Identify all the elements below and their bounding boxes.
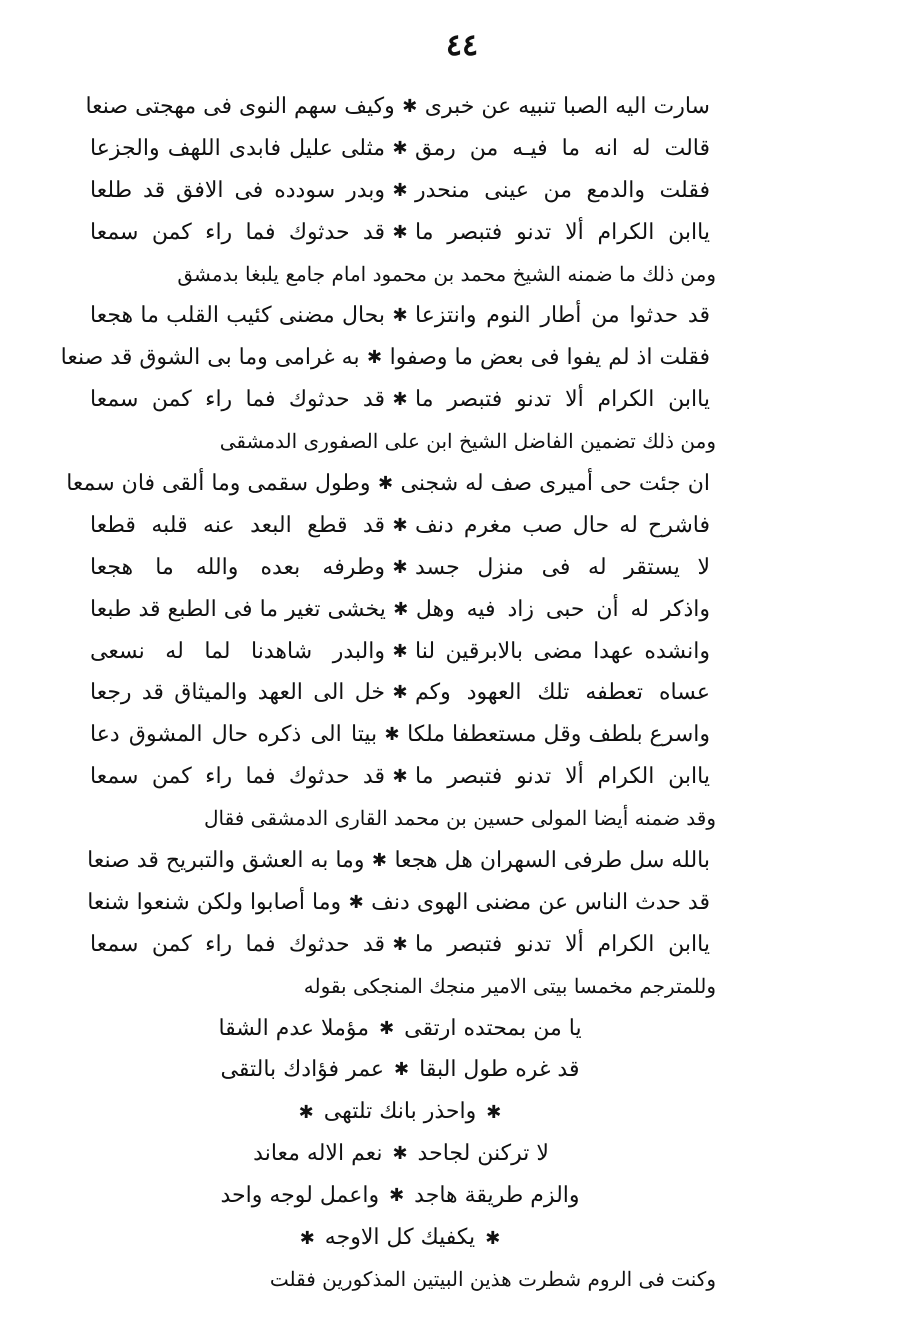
single-hemistich-line (90, 1217, 710, 1259)
second-hemistich: مثلى عليل فابدى اللهف والجزعا (90, 135, 385, 161)
mukhammas-line (90, 1049, 710, 1091)
verse-separator-star: ✱ (393, 598, 409, 620)
verse-separator-star: ✱ (379, 1017, 395, 1039)
hemistich-text: واحذر بانك تلتهى (323, 1099, 477, 1125)
second-hemistich: وما به العشق والتبريح قد صنعا (87, 848, 365, 874)
second-hemistich: وما أصابوا ولكن شنعوا شنعا (87, 889, 342, 915)
first-hemistich: عساه تعطفه تلك العهود وكم (415, 680, 710, 706)
second-hemistich: وطرفه بعده والله ما هجعا (90, 554, 385, 580)
first-hemistich: وانشده عهدا مضى بالابرقين لنا (415, 638, 710, 664)
second-hemistich: قد قطع البعد عنه قلبه قطعا (90, 512, 385, 538)
first-hemistich: واسرع بلطف وقل مستعطفا ملكا (407, 722, 710, 748)
second-hemistich: وكيف سهم النوى فى مهجتى صنعا (85, 94, 395, 119)
mukhammas-line (90, 1175, 710, 1217)
first-hemistich: ياابن الكرام ألا تدنو فتبصر ما (415, 387, 710, 413)
verse-line (90, 128, 710, 170)
second-hemistich: بيتا الى ذكره حال المشوق دعا (90, 722, 378, 748)
second-hemistich: واعمل لوجه واحد (220, 1183, 380, 1209)
verse-separator-star: ✱ (392, 305, 408, 327)
verse-line (90, 631, 710, 673)
verse-separator-star: ✱ (392, 933, 408, 955)
first-hemistich: فقلت والدمع من عينى منحدر (415, 177, 710, 203)
verse-separator-star: ✱ (377, 473, 394, 495)
first-hemistich: قد حدثوا من أطار النوم وانتزعا (415, 303, 710, 329)
verse-separator-star: ✱ (367, 347, 383, 369)
verse-line (87, 840, 710, 882)
first-hemistich: واذكر له أن حبى زاد فيه وهل (415, 596, 710, 622)
verse-line (85, 86, 710, 128)
first-hemistich: ياابن الكرام ألا تدنو فتبصر ما (415, 764, 710, 790)
verse-separator-star: ✱ (394, 1059, 410, 1081)
verse-separator-star: ✱ (384, 724, 400, 746)
verse-line (90, 756, 710, 798)
verse-line (90, 547, 710, 589)
first-hemistich: قالت له انه ما فيـه من رمق (415, 135, 710, 161)
second-hemistich: بحال مضنى كئيب القلب ما هجعا (90, 303, 385, 329)
first-hemistich: ان جئت حى أميرى صف له شجنى (400, 471, 710, 497)
second-hemistich: عمر فؤادك بالتقى (220, 1057, 385, 1083)
verse-line (90, 505, 710, 547)
single-hemistich-line (90, 1091, 710, 1133)
verse-line (90, 295, 710, 337)
verse-separator-star: ✱ (392, 766, 408, 788)
second-hemistich: والبدر شاهدنا لما له نسعى (90, 638, 385, 664)
verse-line (87, 882, 710, 924)
first-hemistich: قد حدث الناس عن مضنى الهوى دنف (371, 889, 710, 915)
verse-line (90, 714, 710, 756)
verse-separator-star: ✱ (348, 891, 364, 913)
verse-separator-star: ✱ (298, 1102, 314, 1124)
text-body (60, 86, 716, 1301)
second-hemistich: وبدر سودده فى الافق قد طلعا (90, 177, 385, 203)
prose-line: وقد ضمنه أيضا المولى حسين بن محمد القارى الدمشقى فقال (203, 806, 716, 831)
second-hemistich: نعم الاله معاند (253, 1141, 383, 1167)
verse-line (90, 170, 710, 212)
second-hemistich: قد حدثوك فما راء كمن سمعا (90, 219, 385, 245)
first-hemistich: والزم طريقة هاجد (414, 1183, 580, 1209)
first-hemistich: قد غره طول البقا (419, 1057, 580, 1083)
verse-line (90, 672, 710, 714)
second-hemistich: به غرامى وما بى الشوق قد صنعا (60, 345, 360, 371)
verse-separator-star: ✱ (392, 514, 408, 536)
verse-separator-star: ✱ (392, 137, 408, 159)
verse-separator-star: ✱ (392, 179, 408, 201)
second-hemistich: مؤملا عدم الشقا (218, 1015, 370, 1041)
verse-separator-star: ✱ (392, 1143, 408, 1165)
first-hemistich: بالله سل طرفى السهران هل هجعا (394, 848, 710, 874)
second-hemistich: قد حدثوك فما راء كمن سمعا (90, 387, 385, 413)
prose-line: ومن ذلك ما ضمنه الشيخ محمد بن محمود امام جامع يلبغا بدمشق (177, 261, 716, 286)
verse-separator-star: ✱ (392, 640, 408, 662)
first-hemistich: يا من بمحتده ارتقى (404, 1015, 582, 1041)
prose-line: ومن ذلك تضمين الفاضل الشيخ ابن على الصفورى الدمشقى (219, 429, 716, 454)
first-hemistich: ياابن الكرام ألا تدنو فتبصر ما (415, 931, 710, 957)
prose-line: وللمترجم مخمسا بيتى الامير منجك المنجكى بقوله (303, 973, 716, 998)
prose-line: وكنت فى الروم شطرت هذين البيتين المذكورين فقلت (269, 1266, 716, 1291)
verse-separator-star: ✱ (392, 682, 408, 704)
verse-separator-star: ✱ (371, 850, 387, 872)
verse-separator-star: ✱ (299, 1228, 315, 1250)
mukhammas-line (90, 1133, 710, 1175)
first-hemistich: ياابن الكرام ألا تدنو فتبصر ما (415, 219, 710, 245)
verse-line (90, 924, 710, 966)
first-hemistich: لا يستقر له فى منزل جسد (415, 554, 710, 580)
verse-separator-star: ✱ (392, 389, 408, 411)
verse-line (90, 212, 710, 254)
verse-line (66, 463, 710, 505)
verse-separator-star: ✱ (392, 221, 408, 243)
second-hemistich: خل الى العهد والميثاق قد رجعا (90, 680, 385, 706)
verse-separator-star: ✱ (486, 1102, 502, 1124)
verse-separator-star: ✱ (392, 556, 408, 578)
page-number: ٤٤ (445, 28, 479, 63)
verse-separator-star: ✱ (485, 1228, 501, 1250)
verse-separator-star: ✱ (402, 96, 418, 117)
first-hemistich: سارت اليه الصبا تنبيه عن خبرى (424, 94, 710, 119)
verse-separator-star: ✱ (389, 1185, 405, 1207)
verse-line (90, 379, 710, 421)
verse-line (60, 337, 710, 379)
mukhammas-line (90, 1008, 710, 1050)
second-hemistich: قد حدثوك فما راء كمن سمعا (90, 931, 385, 957)
first-hemistich: فاشرح له حال صب مغرم دنف (415, 512, 710, 538)
hemistich-text: يكفيك كل الاوجه (324, 1225, 476, 1251)
first-hemistich: فقلت اذ لم يفوا فى بعض ما وصفوا (389, 345, 710, 371)
second-hemistich: قد حدثوك فما راء كمن سمعا (90, 764, 385, 790)
first-hemistich: لا تركنن لجاحد (417, 1141, 549, 1167)
second-hemistich: وطول سقمى وما ألقى فان سمعا (66, 471, 371, 497)
second-hemistich: يخشى تغير ما فى الطبع قد طبعا (90, 596, 386, 622)
verse-line (90, 589, 710, 631)
